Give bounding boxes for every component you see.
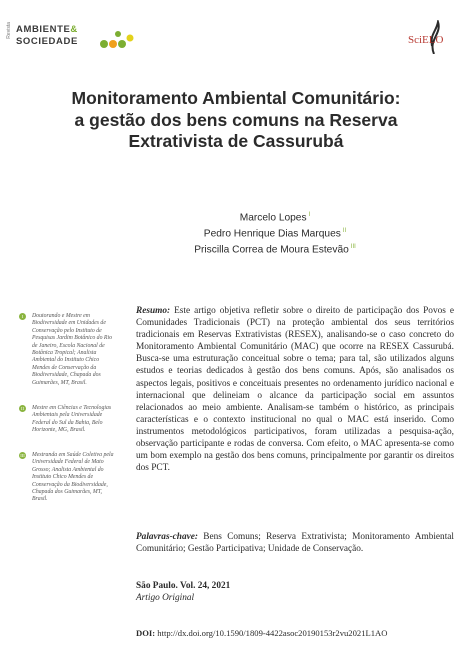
article-title [20, 88, 452, 153]
footnote-marker: II [21, 406, 24, 411]
keywords-label: Palavras-chave: [136, 532, 198, 542]
title-line: a gestão dos bens comuns na Reserva [74, 109, 398, 130]
author-line: Pedro Henrique Dias Marques $^{II}$ [203, 227, 347, 240]
doi-label: DOI: [136, 628, 156, 638]
author-mark: II [342, 227, 347, 234]
logo-line-2: SOCIEDADE [16, 36, 78, 47]
abstract [136, 305, 454, 474]
article-type: Artigo Original [136, 593, 195, 603]
title-line: Extrativista de Cassurubá [128, 131, 344, 151]
author-footnote [19, 405, 115, 435]
author-footnote [19, 313, 115, 387]
footnote-marker: I [19, 313, 26, 320]
author-line: Priscilla Correa de Moura Estevão $^{III}$ [194, 243, 356, 256]
journal-logo [6, 18, 126, 52]
scielo-logo [408, 20, 452, 54]
author-mark: I [308, 212, 311, 218]
abstract-text: Este artigo objetiva refletir sobre o direito de participação dos Povos e Comunidades Tradicionais (PCT) na proteção ambiental dos seus territórios tradicionais em Reservas Extrativistas (RESEX), analisando-se o caso concreto do Monitoramento Ambiental Comunitário (MAC) que ocorre na RESEX Cassurubá. Busca-se uma estruturação conceitual sobre o tema; para tal, são utilizados alguns estudos e teorias dedicados à gestão dos bens comuns. Após, são analisados os aspectos legais, positivos e conceituais presentes no ordenamento jurídico nacional e internacional que delineiam o alcance da participação social em assuntos relacionados ao meio ambiente. Analisam-se também o histórico, as principais características e o contexto institucional no qual o MAC está inserido. Como instrumentos metodológicos participativos, foram utilizadas a pesquisa-ação, observação participante e rodas de conversa. Com efeito, o MAC apresenta-se como um bom exemplo na gestão dos bens comuns, principalmente por garantir os direitos dos PCT. [136, 306, 454, 474]
author-mark: III [350, 243, 356, 250]
doi-link[interactable]: http://dx.doi.org/10.1590/1809-4422asoc20190153r2vu2021L1AO [157, 628, 388, 638]
keywords [136, 531, 454, 555]
footnote-marker: III [20, 453, 25, 458]
author-list [150, 209, 400, 257]
logo-side-text: Revista [6, 22, 12, 39]
keywords-text: Bens Comuns; Reserva Extrativista; Monitoramento Ambiental Comunitário; Gestão Participativa; Unidade de Conservação. [136, 532, 455, 555]
citation-location: São Paulo. Vol. 24, 2021 [136, 581, 231, 591]
author-footnote [19, 452, 115, 504]
author-line: Marcelo Lopes $^I$ [239, 212, 311, 224]
title-line: Monitoramento Ambiental Comunitário: [71, 88, 401, 108]
leaf-icon [96, 24, 136, 50]
scielo-label: SciELO [408, 34, 444, 46]
footnote-text: Mestranda em Saúde Coletiva pela Universidade Federal de Mato Grosso; Analista Ambiental do Instituto Chico Mendes de Conservação da Biodiversidade, Chapada dos Guimarães, MT, Brasil. [32, 452, 114, 503]
doi-line [136, 628, 387, 638]
logo-line-1: AMBIENTE& [16, 24, 78, 35]
citation-info [136, 580, 230, 604]
footnote-text: Doutorando e Mestre em Biodiversidade em Unidades de Conservação pelo Instituto de Pesquisas Jardim Botânico do Rio de Janeiro, Escola Nacional de Botânica Tropical; Analista Ambiental do Instituto Chico Mendes de Conservação da Biodiversidade, Chapada dos Guimarães, MT, Brasil. [32, 313, 112, 386]
abstract-label: Resumo: [136, 306, 171, 316]
footnote-text: Mestre em Ciências e Tecnologias Ambientais pela Universidade Federal do Sul da Bahia, Belo Horizonte, MG, Brasil. [32, 405, 112, 434]
